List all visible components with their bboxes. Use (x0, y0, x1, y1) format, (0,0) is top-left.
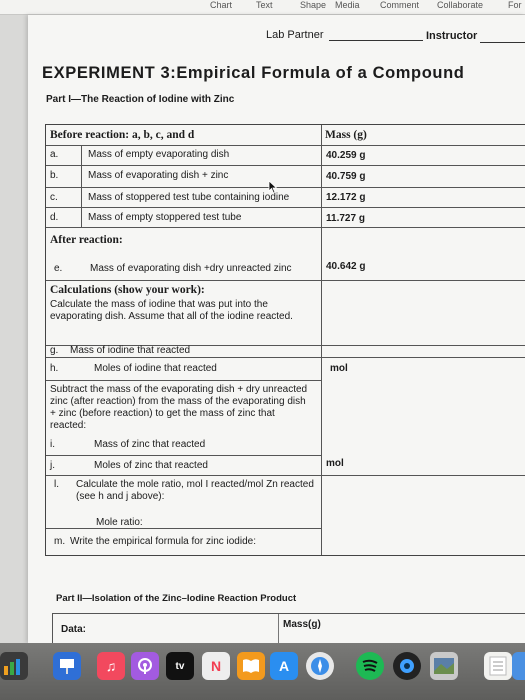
row-d-letter: d. (50, 212, 59, 223)
lab-partner-label: Lab Partner (266, 29, 324, 41)
row-h-letter: h. (50, 363, 59, 374)
app-toolbar (0, 0, 525, 15)
mouse-cursor-icon (268, 180, 278, 194)
row-m-label: Write the empirical formula for zinc iodide: (70, 536, 256, 547)
product-data-table (52, 613, 525, 644)
page-title: EXPERIMENT 3:Empirical Formula of a Compound (42, 64, 465, 82)
appstore-icon[interactable]: A (270, 652, 298, 680)
row-j-letter: j. (50, 460, 55, 471)
row-h-unit[interactable]: mol (330, 363, 348, 374)
row-i-label: Mass of zinc that reacted (94, 439, 206, 450)
photos-icon[interactable] (430, 652, 458, 680)
appletv-icon[interactable] (166, 652, 194, 680)
row-l-letter: l. (54, 479, 59, 490)
calc-instructions: Calculate the mass of iodine that was put into the evaporating dish. Assume that all of the iodine reacted. (50, 299, 293, 322)
toolbar-shape[interactable]: Shape (300, 0, 327, 10)
row-b-label: Mass of evaporating dish + zinc (88, 170, 229, 181)
row-a-letter: a. (50, 149, 59, 160)
mass-label: Mass(g) (283, 619, 321, 630)
appletv-label: tv (175, 660, 185, 672)
camera-icon[interactable] (393, 652, 421, 680)
row-c-letter: c. (50, 192, 58, 203)
part1-heading: Part I—The Reaction of Iodine with Zinc (46, 94, 235, 105)
row-g-letter: g. (50, 345, 59, 356)
mass-column-heading: Mass (g) (325, 129, 367, 141)
row-b-value[interactable]: 40.759 g (326, 171, 366, 182)
row-b-letter: b. (50, 170, 59, 181)
row-g-label: Mass of iodine that reacted (70, 345, 191, 356)
after-reaction-heading: After reaction: (50, 234, 123, 246)
row-l-label: Calculate the mole ratio, mol I reacted/mol Zn reacted (see h and j above): (76, 479, 314, 502)
notes-icon[interactable] (484, 652, 512, 680)
row-h-label: Moles of iodine that reacted (94, 363, 217, 374)
row-a-value[interactable]: 40.259 g (326, 150, 366, 161)
news-icon[interactable]: N (202, 652, 230, 680)
row-c-value[interactable]: 12.172 g (326, 192, 366, 203)
row-j-unit[interactable]: mol (326, 458, 344, 469)
keynote-icon[interactable] (53, 652, 81, 680)
row-m-letter: m. (54, 536, 66, 547)
subtract-instructions: Subtract the mass of the evaporating dish + dry unreacted zinc (after reaction) from the mass of the evaporating dish + zinc (before reaction) to get the mass of zinc that reacted: (50, 384, 308, 431)
safari-icon[interactable] (306, 652, 334, 680)
row-a-label: Mass of empty evaporating dish (88, 149, 230, 160)
toolbar-comment[interactable]: Comment (380, 0, 420, 10)
data-label: Data: (61, 624, 87, 635)
row-d-label: Mass of empty stoppered test tube (88, 212, 242, 223)
row-j-label: Moles of zinc that reacted (94, 460, 208, 471)
row-c-label: Mass of stoppered test tube containing iodine (88, 192, 290, 203)
spotify-icon[interactable] (356, 652, 384, 680)
toolbar-media[interactable]: Media (335, 0, 360, 10)
books-icon[interactable] (237, 652, 265, 680)
before-reaction-heading: Before reaction: a, b, c, and d (50, 129, 195, 141)
finder-icon[interactable] (512, 652, 525, 680)
row-d-value[interactable]: 11.727 g (326, 213, 365, 224)
music-icon[interactable]: ♫ (97, 652, 125, 680)
toolbar-format[interactable]: For (508, 0, 522, 10)
toolbar-text[interactable]: Text (256, 0, 273, 10)
numbers-icon[interactable] (0, 652, 28, 680)
toolbar-chart[interactable]: Chart (210, 0, 233, 10)
instructor-line[interactable] (480, 42, 525, 43)
row-i-letter: i. (50, 439, 55, 450)
toolbar-collaborate[interactable]: Collaborate (437, 0, 484, 10)
part2-heading: Part II—Isolation of the Zinc–Iodine Reaction Product (56, 593, 297, 604)
row-e-label: Mass of evaporating dish +dry unreacted zinc (90, 263, 292, 274)
instructor-label: Instructor (426, 30, 478, 42)
row-e-letter: e. (54, 263, 63, 274)
mole-ratio-label: Mole ratio: (96, 517, 143, 528)
calculations-heading: Calculations (show your work): (50, 284, 205, 296)
row-e-value[interactable]: 40.642 g (326, 261, 366, 272)
data-table (45, 124, 525, 556)
podcasts-icon[interactable] (131, 652, 159, 680)
lab-partner-line[interactable] (329, 40, 423, 41)
